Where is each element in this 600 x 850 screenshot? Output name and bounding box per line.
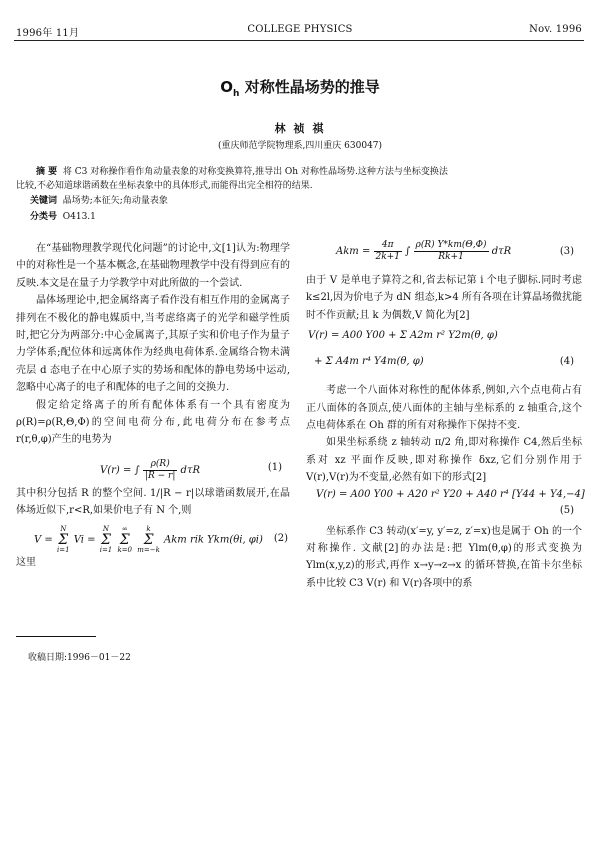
classification-number: 分类号 O413.1: [30, 212, 96, 222]
equation-2: V = N Σ i=1 Vi = N Σ i=1 ∞ Σ k=0 k Σ m=−k Akm rik Ykm(θi, φi) (2): [34, 524, 288, 554]
abstract: [16, 165, 582, 193]
affiliation: (重庆师范学院物理系,四川重庆 630047): [217, 141, 383, 151]
equation-1-number: (1): [267, 461, 282, 473]
equation-2-number: (2): [273, 532, 288, 544]
abstract-line-1: 将 C3 对称操作看作角动量表象的对称变换算符,推导出 Oh 对称性晶场势.这种方法与坐标变换法: [62, 167, 448, 177]
equation-5-number: (5): [559, 504, 574, 516]
paragraph-crystal-field: 晶体场理论中,把金属络离子看作没有相互作用的金属离子排列在不极化的静电媒质中,当考虑络离子的光学和磁学性质时,把它分为两部分:中心金属离子,其原子实和价电子作为量子力学体系;配位体和远离体作为经典电荷体系.金属络合物未满壳层 d 态电子在中心原子实的势场和配体的静电势场中运动,忽略中心离子的电子和配体的电子之间的交换力.: [16, 295, 290, 394]
abstract-label: 摘 要: [36, 167, 58, 177]
received-date: 收稿日期:1996－01－22: [28, 653, 131, 663]
right-column: [306, 238, 585, 592]
paragraph-here: 这里: [16, 556, 36, 568]
paragraph-intro: 在“基础物理教学现代化问题”的讨论中,文[1]认为:物理学中的对称性是一个基本概念,在基础物理教学中没有得到应有的反映.本文是在量子力学教学中对此所做的一个尝试.: [16, 243, 290, 289]
author: 林 祯 祺: [274, 122, 326, 135]
journal-name: COLLEGE PHYSICS: [247, 24, 353, 35]
footnote-rule: [16, 636, 96, 637]
equation-5: V(r) = A00 Y00 + A20 r² Y20 + A40 r⁴ [Y44 + Y4,−4] (5): [316, 488, 585, 516]
equation-3: Akm = $\frac{4\pi}{2k+1}$ ∫ $\frac{\rho(R) Y*km(\Theta,\Phi)}{Rk+1}$ dτR (3): [336, 240, 574, 262]
journal-issue: Nov. 1996: [529, 24, 582, 35]
paragraph-charge-density: 假定给定络离子的所有配体体系有一个具有密度为 ρ(R)=ρ(R,Θ,Φ)的空间电荷分布,此电荷分布在参考点 r(r,θ,φ)产生的电势为: [16, 399, 290, 446]
equation-4: V(r) = A00 Y00 + Σ A2m r² Y2m(θ, φ) + Σ A4m r⁴ Y4m(θ, φ) (4): [308, 330, 574, 368]
abstract-line-2: 比较,不必知道球谐函数在坐标表象中的具体形式,而能得出完全相符的结果.: [16, 181, 313, 191]
paragraph-expansion: 其中积分包括 R 的整个空间. 1/|R − r|以球谐函数展开,在晶体场近似下,r<R,如果价电子有 N 个,则: [16, 487, 290, 517]
equation-3-number: (3): [559, 246, 574, 257]
keywords: 关键词 晶场势;本征矢;角动量表象: [30, 196, 168, 206]
journal-date: 1996年 11月: [16, 28, 80, 39]
equation-1: V(r) = ∫ $\frac{\rho(R)}{|R - r|}$ dτR (1): [100, 458, 282, 481]
paragraph-octahedron: 考虑一个八面体对称性的配体体系,例如,六个点电荷占有正八面体的各顶点,使八面体的主轴与坐标系的 z 轴重合,这个点电荷体系在 Oh 群的所有对称操作下保持不变.: [306, 385, 582, 432]
paragraph-c3-rotation: 坐标系作 C3 转动(x′=y, y′=z, z′=x)也是属于 Oh 的一个对称操作. 文献[2]的办法是:把 Ylm(θ,φ)的形式变换为 Ylm(x,y,z)的形式,再作 x→y→z→x 的循环替换,在笛卡尔坐标系中比较 C3 V(r) 和 V(r)各项中的系: [306, 525, 582, 589]
equation-4-number: (4): [559, 356, 574, 368]
paragraph-single-electron: 由于 V 是单电子算符之和,省去标记第 i 个电子脚标.同时考虑 k≤2l,因为价电子为 dN 组态,k>4 所有各项在计算晶场微扰能时不作贡献;且 k 为偶数,V 简化为[2]: [306, 275, 582, 321]
paragraph-rotation: 如果坐标系绕 z 轴转动 π/2 角,即对称操作 C4,然后坐标系对 xz 平面作反映,即对称操作 δxz,它们分别作用于 V(r),V(r)为不变量,必然有如下的形式[2]: [306, 437, 582, 484]
header-rule: [14, 40, 584, 41]
left-column: [16, 240, 290, 571]
paper-title: $O_h$ 对称性晶场势的推导: [220, 78, 380, 99]
